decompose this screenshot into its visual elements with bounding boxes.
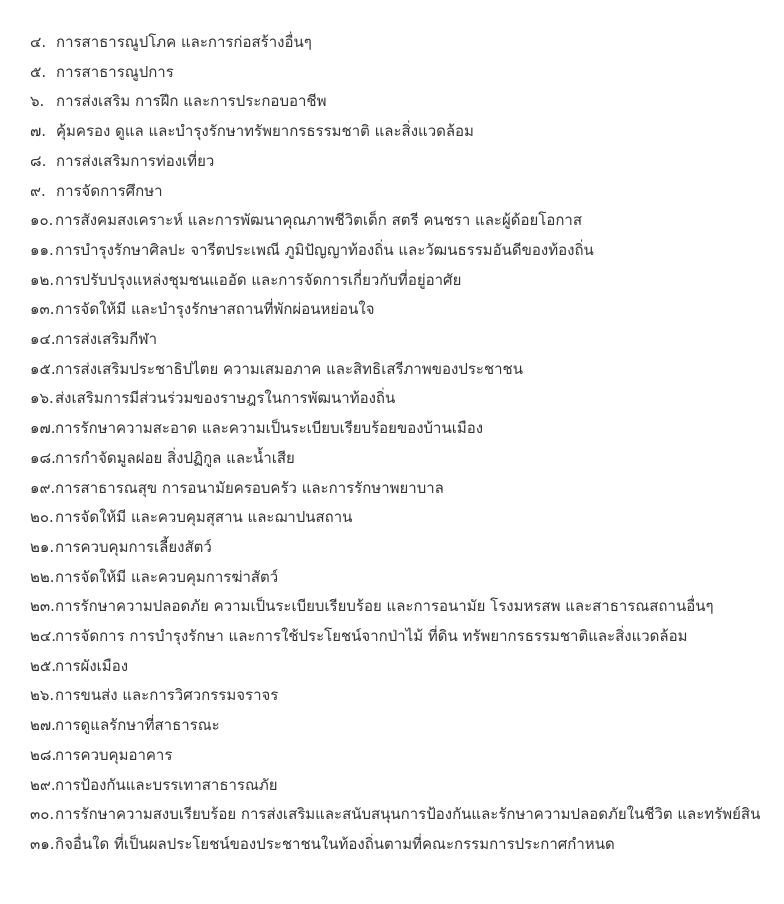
list-item-text: การส่งเสริม การฝึก และการประกอบอาชีพ xyxy=(56,92,327,111)
list-item-text: การส่งเสริมกีฬา xyxy=(55,330,158,349)
list-item-text: การรักษาความปลอดภัย ความเป็นระเบียบเรียบร้อย และการอนามัย โรงมหรสพ และสาธารณสถานอื่นๆ xyxy=(55,597,714,616)
list-item-number: ๒๖. xyxy=(30,686,55,705)
list-item-number: ๑๒. xyxy=(30,270,55,289)
list-item-number: ๓๑. xyxy=(30,834,55,853)
list-item-text: การควบคุมอาคาร xyxy=(55,745,173,764)
list-item-text: การสาธารณสุข การอนามัยครอบครัว และการรักษาพยาบาล xyxy=(55,478,444,497)
list-item xyxy=(0,355,784,385)
list-item-number: ๒๕. xyxy=(30,656,57,675)
list-item-number: ๒๙. xyxy=(30,775,56,794)
numbered-list xyxy=(0,28,784,860)
list-item xyxy=(0,325,784,355)
list-item-number: ๓๐. xyxy=(30,805,55,824)
list-item-number: ๑๙. xyxy=(30,478,56,497)
list-item xyxy=(0,830,784,860)
list-item-text: การผังเมือง xyxy=(55,656,129,675)
list-item-number: ๑๐. xyxy=(30,211,54,230)
list-item-number: ๑๘. xyxy=(30,448,56,467)
list-item-number: ๒๑. xyxy=(30,537,55,556)
list-item-text: การปรับปรุงแหล่งชุมชนแออัด และการจัดการเกี่ยวกับที่อยู่อาศัย xyxy=(55,270,462,289)
list-item-number: ๒๐. xyxy=(30,508,54,527)
list-item xyxy=(0,177,784,207)
list-item-number: ๖. xyxy=(30,92,45,111)
list-item-number: ๒๔. xyxy=(30,627,57,646)
list-item-text: การป้องกันและบรรเทาสาธารณภัย xyxy=(55,775,278,794)
list-item-text: กิจอื่นใด ที่เป็นผลประโยชน์ของประชาชนในท้องถิ่นตามที่คณะกรรมการประกาศกำหนด xyxy=(55,834,615,853)
list-item xyxy=(0,206,784,236)
list-item xyxy=(0,592,784,622)
list-item-text: การสังคมสงเคราะห์ และการพัฒนาคุณภาพชีวิตเด็ก สตรี คนชรา และผู้ด้อยโอกาส xyxy=(55,211,583,230)
list-item xyxy=(0,58,784,88)
list-item-text: การจัดให้มี และควบคุมการฆ่าสัตว์ xyxy=(55,567,279,586)
list-item-text: การจัดให้มี และบำรุงรักษาสถานที่พักผ่อนหย่อนใจ xyxy=(55,300,375,319)
list-item xyxy=(0,28,784,58)
list-item xyxy=(0,117,784,147)
list-item xyxy=(0,414,784,444)
list-item-number: ๙. xyxy=(30,181,46,200)
list-item-text: การส่งเสริมการท่องเที่ยว xyxy=(56,151,215,170)
list-item-number: ๘. xyxy=(30,151,47,170)
list-item-text: คุ้มครอง ดูแล และบำรุงรักษาทรัพยากรธรรมชาติ และสิ่งแวดล้อม xyxy=(56,122,474,141)
list-item-number: ๒๒. xyxy=(30,567,55,586)
list-item-number: ๑๗. xyxy=(30,419,56,438)
list-item-number: ๒๘. xyxy=(30,745,57,764)
list-item-text: การรักษาความสะอาด และความเป็นระเบียบเรียบร้อยของบ้านเมือง xyxy=(55,419,484,438)
list-item-text: การจัดการ การบำรุงรักษา และการใช้ประโยชน์จากป่าไม้ ที่ดิน ทรัพยากรธรรมชาติและสิ่งแวดล้อม xyxy=(55,627,688,646)
list-item xyxy=(0,236,784,266)
list-item-number: ๔. xyxy=(30,33,47,51)
list-item xyxy=(0,474,784,504)
list-item xyxy=(0,533,784,563)
list-item-text: การดูแลรักษาที่สาธารณะ xyxy=(55,716,220,735)
list-item-text: การจัดการศึกษา xyxy=(56,181,163,200)
list-item xyxy=(0,384,784,414)
list-item-text: การกำจัดมูลฝอย สิ่งปฏิกูล และน้ำเสีย xyxy=(55,448,295,467)
list-item-number: ๑๔. xyxy=(30,330,56,349)
list-item-text: การส่งเสริมประชาธิปไตย ความเสมอภาค และสิทธิเสรีภาพของประชาชน xyxy=(55,359,523,378)
list-item xyxy=(0,652,784,682)
list-item-number: ๕. xyxy=(30,62,47,81)
list-item-text: การรักษาความสงบเรียบร้อย การส่งเสริมและสนับสนุนการป้องกันและรักษาความปลอดภัยในชีวิต และทรัพย์สิน xyxy=(55,805,761,824)
list-item-text: การสาธารณูปการ xyxy=(56,62,174,81)
list-item xyxy=(0,266,784,296)
list-item xyxy=(0,681,784,711)
list-item xyxy=(0,563,784,593)
list-item xyxy=(0,711,784,741)
list-item-text: ส่งเสริมการมีส่วนร่วมของราษฎรในการพัฒนาท้องถิ่น xyxy=(55,389,396,408)
list-item-number: ๑๖. xyxy=(30,389,54,408)
list-item xyxy=(0,741,784,771)
list-item xyxy=(0,295,784,325)
list-item-number: ๑๓. xyxy=(30,300,55,319)
list-item-number: ๒๗. xyxy=(30,716,56,735)
list-item-text: การสาธารณูปโภค และการก่อสร้างอื่นๆ xyxy=(56,33,312,51)
list-item-number: ๒๓. xyxy=(30,597,55,616)
list-item-text: การควบคุมการเลี้ยงสัตว์ xyxy=(55,537,212,556)
list-item xyxy=(0,771,784,801)
list-item-text: การขนส่ง และการวิศวกรรมจราจร xyxy=(55,686,279,705)
list-item xyxy=(0,87,784,117)
list-item-text: การบำรุงรักษาศิลปะ จารีตประเพณี ภูมิปัญญาท้องถิ่น และวัฒนธรรมอันดีของท้องถิ่น xyxy=(55,240,594,259)
list-item xyxy=(0,503,784,533)
list-item xyxy=(0,444,784,474)
list-item-number: ๑๕. xyxy=(30,359,56,378)
list-item-text: การจัดให้มี และควบคุมสุสาน และฌาปนสถาน xyxy=(55,508,353,527)
list-item xyxy=(0,622,784,652)
list-item xyxy=(0,147,784,177)
list-item-number: ๗. xyxy=(30,122,47,141)
list-item xyxy=(0,800,784,830)
list-item-number: ๑๑. xyxy=(30,240,54,259)
